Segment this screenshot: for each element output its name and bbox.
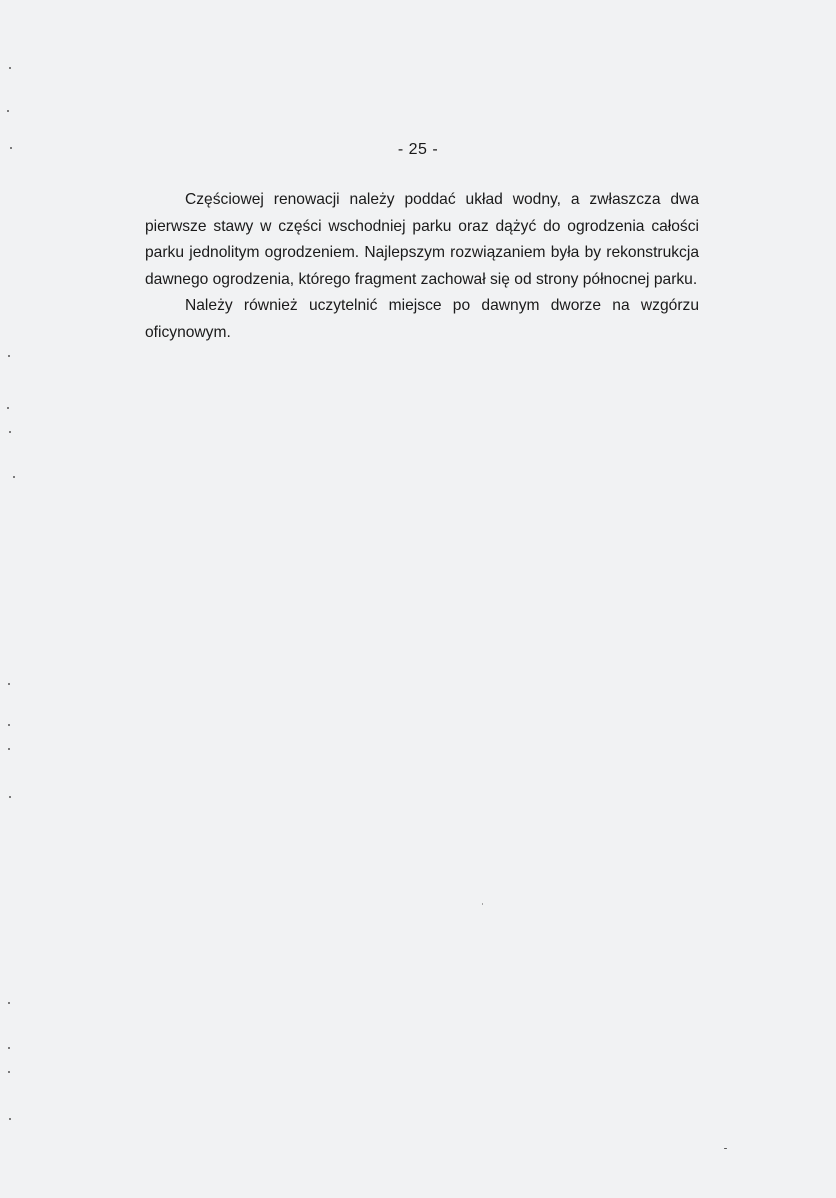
scan-speck bbox=[8, 1002, 10, 1004]
scan-speck bbox=[9, 1118, 11, 1120]
scan-speck bbox=[8, 724, 10, 726]
scan-speck bbox=[9, 431, 11, 433]
scan-speck bbox=[8, 1071, 10, 1073]
scan-speck bbox=[8, 683, 10, 685]
scan-speck bbox=[482, 903, 483, 905]
paragraph-renovation: Częściowej renowacji należy poddać układ wodny, a zwłaszcza dwa pierwsze stawy w części wschodniej parku oraz dążyć do ogrodzenia całości parku jednolitym ogrodzeniem. Najlepszym rozwiązaniem była by rekonstrukcja dawnego ogrodzenia, którego fragment zachował się od strony północnej parku. bbox=[145, 191, 699, 288]
scan-speck bbox=[13, 476, 15, 478]
scan-speck bbox=[724, 1148, 727, 1149]
body-text bbox=[145, 187, 699, 346]
page-number: - 25 - bbox=[397, 141, 439, 158]
scan-speck bbox=[8, 1047, 10, 1049]
scan-speck bbox=[9, 67, 11, 69]
paragraph-manor-site: Należy również uczytelnić miejsce po dawnym dworze na wzgórzu oficynowym. bbox=[145, 297, 699, 341]
scan-speck bbox=[8, 748, 10, 750]
scan-speck bbox=[7, 110, 9, 112]
scan-speck bbox=[10, 147, 12, 149]
scan-speck bbox=[9, 796, 11, 798]
scan-speck bbox=[8, 355, 10, 357]
scan-speck bbox=[7, 407, 9, 409]
